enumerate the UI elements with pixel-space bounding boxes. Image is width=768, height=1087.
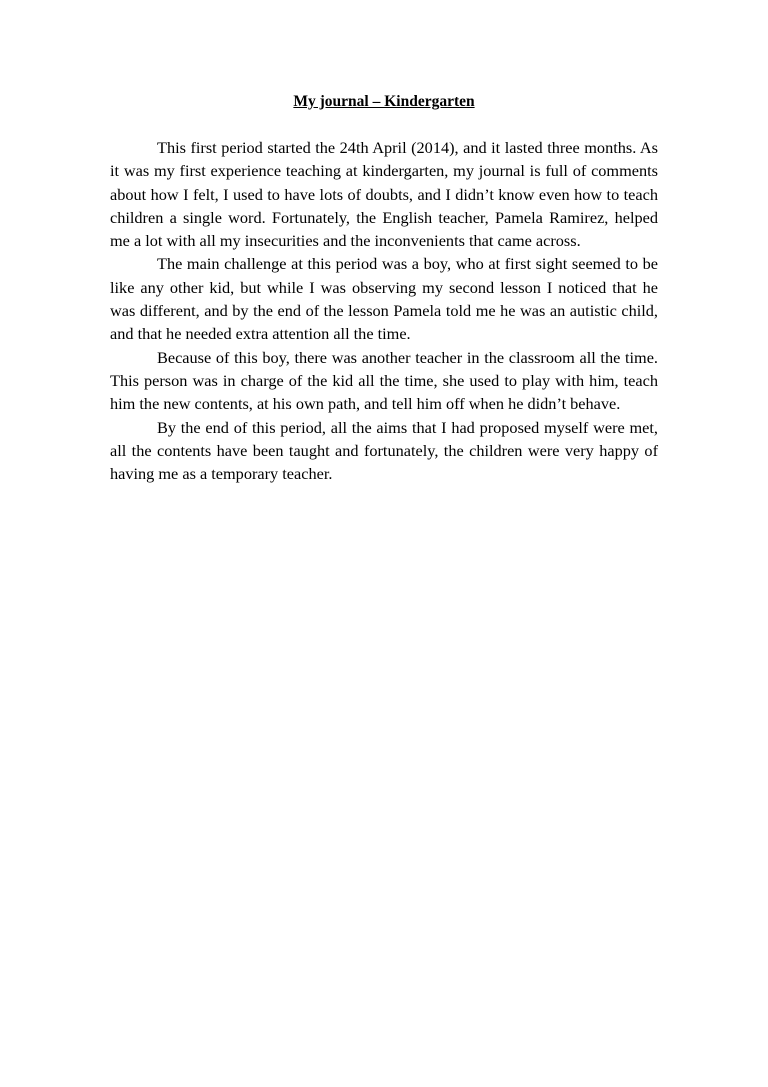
paragraph-2: The main challenge at this period was a boy, who at first sight seemed to be like any other kid, but while I was observing my second lesson I noticed that he was different, and by the end of the lesson Pamela told me he was an autistic child, and that he needed extra attention all the time. [110, 254, 658, 344]
paragraph-4: By the end of this period, all the aims that I had proposed myself were met, all the contents have been taught and fortunately, the children were very happy of having me as a temporary teacher. [110, 417, 658, 484]
paragraph-3: Because of this boy, there was another teacher in the classroom all the time. This person was in charge of the kid all the time, she used to play with him, teach him the new contents, at his own path, and tell him off when he didn’t behave. [110, 347, 658, 414]
document-body [110, 136, 658, 485]
paragraph-1: This first period started the 24th April (2014), and it lasted three months. As it was my first experience teaching at kindergarten, my journal is full of comments about how I felt, I used to have lots of doubts, and I didn’t know even how to teach children a single word. Fortunately, the English teacher, Pamela Ramirez, helped me a lot with all my insecurities and the inconvenients that came across. [110, 138, 658, 251]
document-title: My journal – Kindergarten [293, 93, 475, 110]
